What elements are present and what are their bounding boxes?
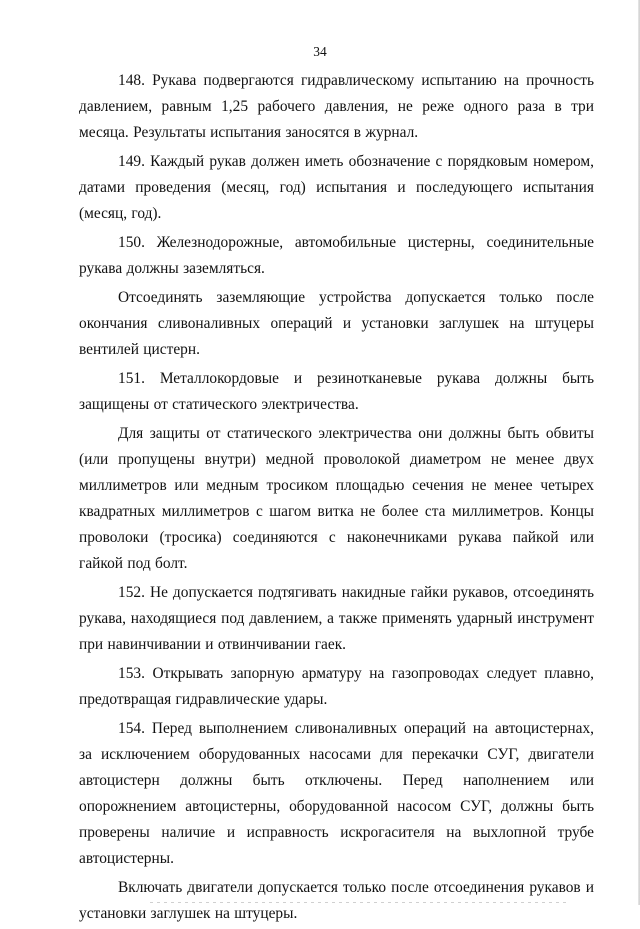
paragraph-152: 152. Не допускается подтягивать накидные гайки рукавов, отсоединять рукава, находящиеся под давлением, а также применять ударный инструмент при навинчивании и отвинчивании гаек. (79, 584, 594, 653)
paragraph-149: 149. Каждый рукав должен иметь обозначение с порядковым номером, датами проведения (месяц, год) испытания и последующего испытания (месяц, год). (79, 153, 594, 222)
paragraph-148: 148. Рукава подвергаются гидравлическому испытанию на прочность давлением, равным 1,25 рабочего давления, не реже одного раза в три месяца. Результаты испытания заносятся в журнал. (79, 72, 594, 141)
paragraph-154: 154. Перед выполнением сливоналивных операций на автоцистернах, за исключением оборудованных насосами для перекачки СУГ, двигатели автоцистерн должны быть отключены. Перед наполнением или опорожнением автоцистерны, оборудованной насосом СУГ, должны быть проверены наличие и исправность искрогасителя на выхлопной трубе автоцистерны. (79, 720, 594, 867)
paragraph-static-protection: Для защиты от статического электричества они должны быть обвиты (или пропущены внутри) медной проволокой диаметром не менее двух миллиметров или медным тросиком площадью сечения не менее четырех квадратных миллиметров с шагом витка не более ста миллиметров. Концы проволоки (тросика) соединяются с наконечниками рукава пайкой или гайкой под болт. (79, 425, 594, 572)
page-number: 34 (313, 44, 327, 59)
paragraph-150: 150. Железнодорожные, автомобильные цистерны, соединительные рукава должны заземляться. (79, 234, 594, 277)
paragraph-engine-start: Включать двигатели допускается только после отсоединения рукавов и установки заглушек на штуцеры. (79, 879, 594, 922)
paragraph-153: 153. Открывать запорную арматуру на газопроводах следует плавно, предотвращая гидравлические удары. (79, 665, 594, 708)
paragraph-grounding-disconnect: Отсоединять заземляющие устройства допускается только после окончания сливоналивных операций и установки заглушек на штуцеры вентилей цистерн. (79, 289, 594, 358)
paragraph-151: 151. Металлокордовые и резинотканевые рукава должны быть защищены от статического электричества. (79, 370, 594, 413)
scan-edge-bottom (150, 902, 570, 903)
document-body (79, 68, 594, 929)
